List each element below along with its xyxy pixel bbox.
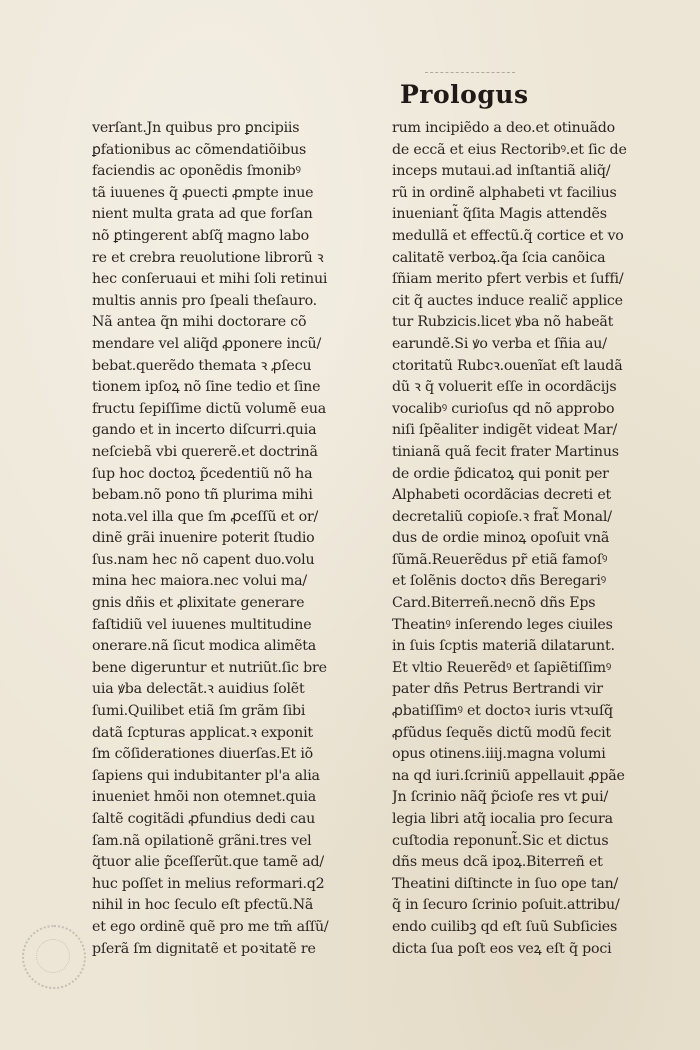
text-line: bene digeruntur et nutriũt.ſic bre: [92, 659, 327, 676]
text-line: Alphabeti ocordãcias decreti et: [392, 487, 612, 504]
text-line: ſm cõſiderationes diuerſas.Et iõ: [92, 746, 313, 763]
text-line: ctoritatũ Rubcꝛ.ouenĩat eſt laudã: [392, 357, 623, 374]
running-head: Prologus: [400, 80, 529, 109]
text-line: bebam.nõ pono tñ plurima mihi: [92, 487, 313, 504]
text-line: niſi ſpẽaliter indigẽt videat Mar/: [392, 422, 618, 439]
text-line: inueniet hmõi non otemnet.quia: [92, 789, 317, 806]
text-line: ꝓfũdus ſequẽs dictũ modũ fecit: [392, 724, 611, 741]
text-line: medullã et effectũ.q̃ cortice et vo: [392, 227, 624, 244]
text-line: ſapiens qui indubitanter pl'a alia: [92, 767, 320, 784]
left-text-column: [92, 118, 354, 960]
text-line: tã iuuenes q̃ ꝓuecti ꝓmpte inue: [92, 184, 314, 201]
text-line: dñs meus dcã ipoꝝ.Biterreñ et: [392, 854, 603, 871]
text-line: ſũmã.Reuerẽdus pr̃ etiã famoſꝰ: [392, 551, 608, 568]
text-line: et ſolẽnis doctoꝛ dñs Beregariꝰ: [392, 573, 606, 590]
text-line: mina hec maiora.nec volui ma/: [92, 573, 307, 590]
text-line: ſam.nã opilationẽ grãni.tres vel: [92, 832, 312, 849]
text-line: cuſtodia reponunt̃.Sic et dictus: [392, 832, 609, 849]
text-line: bebat.querẽdo themata ꝛ ꝓſecu: [92, 357, 312, 374]
text-line: multis annis pro ſpeali theſauro.: [92, 292, 317, 309]
text-line: faſtidiũ vel iuuenes multitudine: [92, 616, 312, 633]
text-line: neſciebã vbi quererẽ.et doctrinã: [92, 443, 318, 460]
text-line: Et vltio Reuerẽdꝰ et ſapiẽtiſſimꝰ: [392, 659, 612, 676]
text-line: hec conſeruaui et mihi ſoli retinui: [92, 271, 328, 288]
text-line: endo cuilibꝫ qd eſt ſuũ Subſicies: [392, 918, 618, 935]
text-line: inceps mutaui.ad inſtantiã aliq̃/: [392, 163, 611, 180]
text-line: fructu ſepiſſime dictũ volumẽ eua: [92, 400, 327, 417]
text-line: Nã antea q̃n mihi doctorare cõ: [92, 314, 307, 331]
text-line: verſant.Jn quibus pro ꝑncipiis: [92, 120, 300, 136]
text-line: faciendis ac oponẽdis ſmonibꝰ: [92, 163, 301, 180]
text-line: ſup hoc doctoꝝ p̃cedentiũ nõ ha: [92, 465, 313, 482]
text-line: ſaltẽ cogitãdi ꝓfundius dedi cau: [92, 811, 316, 827]
text-line: datã ſcpturas applicat.ꝛ exponit: [92, 724, 313, 741]
text-line: earundẽ.Si ꝟo verba et ſñia au/: [392, 335, 607, 352]
text-line: Card.Biterreñ.necnõ dñs Eps: [392, 595, 596, 612]
library-stamp-icon: [22, 925, 86, 989]
text-line: nota.vel illa que ſm ꝓceſſũ et or/: [92, 508, 319, 525]
text-line: nient multa grata ad que forſan: [92, 206, 313, 223]
text-line: de eccã et eius Rectoribꝰ.et ſic de: [392, 141, 627, 158]
text-line: in ſuis ſcptis materiã dilatarunt.: [392, 638, 615, 655]
text-line: nõ ꝑtingerent abſq̃ magno labo: [92, 227, 309, 244]
text-line: Theatini diſtincte in ſuo ope tan/: [392, 875, 619, 892]
text-line: uia ꝟba delectãt.ꝛ auidius ſolẽt: [92, 681, 305, 698]
text-line: dus de ordie minoꝝ opoſuit vnã: [392, 530, 610, 547]
text-line: q̃ in ſecuro ſcrinio poſuit.attribu/: [392, 897, 620, 914]
text-line: tionem ipſoꝝ nõ ſine tedio et ſine: [92, 379, 321, 396]
text-line: q̃tuor alie p̃ceſſerũt.que tamẽ ad/: [92, 854, 325, 871]
text-line: pater dñs Petrus Bertrandi vir: [392, 681, 603, 698]
text-line: ſñiam merito pfert verbis et ſuffi/: [392, 271, 624, 288]
text-line: cit q̃ auctes induce realic̃ applice: [392, 292, 623, 309]
text-line: pſerã ſm dignitatẽ et poꝛitatẽ re: [92, 940, 316, 957]
text-line: Jn ſcrinio nãq̃ p̃cioſe res vt ꝑui/: [392, 789, 609, 806]
text-line: huc poſſet in melius reformari.q2: [92, 875, 325, 892]
text-line: et ego ordinẽ quẽ pro me tm̃ aſſũ/: [92, 918, 329, 935]
text-line: de ordie p̃dicatoꝝ qui ponit per: [392, 465, 609, 482]
text-line: dinẽ grãi inuenire poterit ſtudio: [92, 530, 315, 547]
text-line: nihil in hoc ſeculo eſt pfectũ.Nã: [92, 897, 314, 914]
text-line: re et crebra reuolutione librorũ ꝛ: [92, 249, 324, 266]
text-line: ꝑfationibus ac cõmendatiõibus: [92, 141, 307, 158]
text-line: opus otinens.iiij.magna volumi: [392, 746, 606, 763]
text-line: ſumi.Quilibet etiã ſm grãm ſibi: [92, 703, 306, 720]
text-line: gando et in incerto diſcurri.quia: [92, 422, 317, 439]
text-line: tur Rubzicis.licet ꝟba nõ habeãt: [392, 314, 614, 331]
text-line: gnis dñis et ꝓlixitate generare: [92, 595, 305, 612]
text-line: ſus.nam hec nõ capent duo.volu: [92, 551, 315, 568]
text-line: rũ in ordinẽ alphabeti vt facilius: [392, 184, 617, 201]
text-line: onerare.nã ſicut modica alimẽta: [92, 638, 317, 655]
text-line: ꝓbatiſſimꝰ et doctoꝛ iuris vtꝛuſq̃: [392, 703, 613, 720]
text-line: dicta ſua poſt eos veꝝ eſt q̃ poci: [392, 940, 612, 957]
text-line: calitatẽ verboꝝ.q̃a ſcia canõica: [392, 249, 606, 266]
text-line: decretaliũ copioſe.ꝛ frat̃ Monal/: [392, 508, 612, 525]
text-line: legia libri atq̃ iocalia pro ſecura: [392, 811, 613, 827]
head-mark-rule: [425, 72, 515, 75]
text-line: na qd iuri.ſcriniũ appellauit ꝓpãe: [392, 767, 625, 784]
text-line: tinianã quã fecit frater Martinus: [392, 443, 619, 460]
text-line: vocalibꝰ curioſus qd nõ approbo: [392, 400, 615, 417]
text-line: Theatinꝰ inſerendo leges ciuiles: [392, 616, 613, 633]
library-stamp-inner-ring: [36, 939, 70, 973]
text-line: mendare vel aliq̃d ꝓponere incũ/: [92, 335, 322, 352]
right-text-column: [392, 118, 654, 960]
text-line: dũ ꝛ q̃ voluerit eſſe in ocordãcijs: [392, 379, 617, 396]
text-line: inueniant̃ q̃ſita Magis attendẽs: [392, 206, 607, 223]
text-line: rum incipiẽdo a deo.et otinuãdo: [392, 120, 615, 136]
